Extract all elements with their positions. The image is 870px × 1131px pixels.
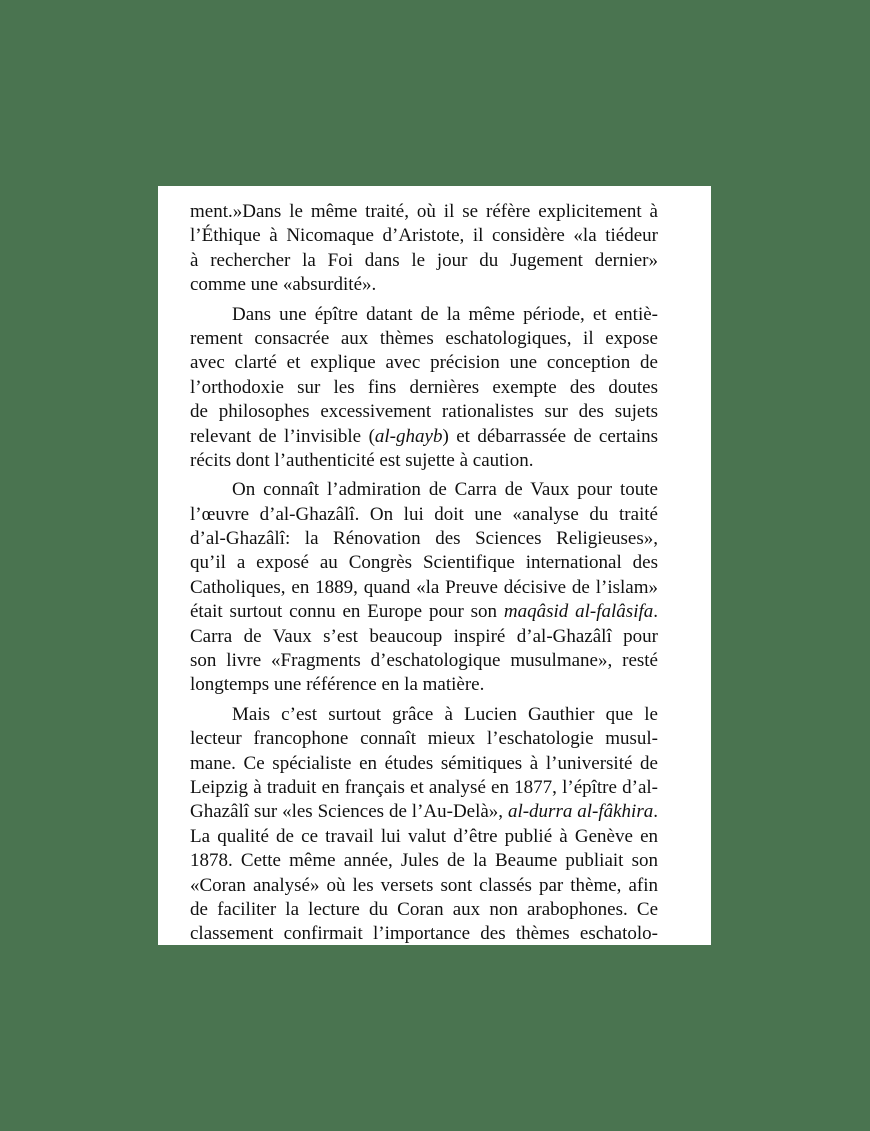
text-line	[190, 625, 658, 649]
text-segment: lecteur francophone connaît mieux l’eschatologie musul-	[190, 728, 658, 750]
text-line	[190, 273, 658, 297]
text-line	[190, 425, 658, 449]
paragraph	[190, 703, 658, 945]
text-line	[190, 576, 658, 600]
text-line	[190, 503, 658, 527]
text-segment: La qualité de ce travail lui valut d’être publié à Genève en	[190, 825, 658, 847]
text-line	[190, 400, 658, 424]
book-page	[158, 186, 711, 945]
text-segment: Catholiques, en 1889, quand «la Preuve décisive de l’islam»	[190, 576, 658, 598]
text-line	[190, 727, 658, 751]
text-line	[190, 551, 658, 575]
text-line	[190, 673, 658, 697]
text-line	[190, 649, 658, 673]
text-line	[190, 303, 658, 327]
text-line	[190, 200, 658, 224]
text-segment: mane. Ce spécialiste en études sémitiques à l’université de	[190, 752, 658, 774]
text-segment: Mais c’est surtout grâce à Lucien Gauthier que le	[232, 703, 658, 725]
text-line	[190, 478, 658, 502]
text-segment: classement confirmait l’importance des thèmes eschatolo-	[190, 923, 658, 945]
text-line	[190, 224, 658, 248]
text-segment: 1878. Cette même année, Jules de la Beaume publiait son	[190, 850, 658, 872]
text-line	[190, 527, 658, 551]
text-segment: de faciliter la lecture du Coran aux non arabophones. Ce	[190, 898, 658, 920]
italic-term: al-durra al-fâkhira	[507, 801, 654, 823]
text-line	[190, 703, 658, 727]
text-line	[190, 752, 658, 776]
text-line	[190, 449, 658, 473]
text-segment: .	[653, 601, 658, 623]
text-segment: avec clarté et explique avec précision une conception de	[190, 352, 658, 374]
text-segment: comme une «absurdité».	[190, 274, 377, 296]
text-segment: rement consacrée aux thèmes eschatologiques, il expose	[190, 327, 658, 349]
text-segment: de philosophes excessivement rationalistes sur des sujets	[190, 401, 658, 423]
text-line	[190, 249, 658, 273]
text-segment: longtemps une référence en la matière.	[190, 674, 485, 696]
text-line	[190, 327, 658, 351]
text-line	[190, 898, 658, 922]
paragraph	[190, 478, 658, 698]
text-segment: Carra de Vaux s’est beaucoup inspiré d’al-Ghazâlî pour	[190, 625, 658, 647]
body-text	[190, 200, 658, 945]
text-line	[190, 922, 658, 945]
italic-term: al-ghayb	[374, 425, 443, 447]
text-segment: son livre «Fragments d’eschatologique musulmane», resté	[190, 650, 658, 672]
text-segment: l’Éthique à Nicomaque d’Aristote, il considère «la tiédeur	[190, 225, 658, 247]
text-line	[190, 351, 658, 375]
text-segment: Ghazâlî sur «les Sciences de l’Au-Delà»,	[190, 801, 508, 823]
text-line	[190, 376, 658, 400]
text-segment: ment.»Dans le même traité, où il se réfère explicitement à	[190, 201, 658, 222]
text-segment: d’al-Ghazâlî: la Rénovation des Sciences Religieuses»,	[190, 528, 658, 550]
text-segment: récits dont l’authenticité est sujette à caution.	[190, 449, 534, 471]
text-segment: .	[653, 801, 658, 823]
text-segment: qu’il a exposé au Congrès Scientifique international des	[190, 552, 658, 574]
text-line	[190, 600, 658, 624]
text-segment: «Coran analysé» où les versets sont classés par thème, afin	[190, 874, 658, 896]
text-segment: l’œuvre d’al-Ghazâlî. On lui doit une «analyse du traité	[190, 503, 658, 525]
text-segment: relevant de l’invisible (	[190, 425, 375, 447]
italic-term: maqâsid al-falâsifa	[503, 601, 654, 623]
paragraph	[190, 303, 658, 474]
text-segment: Dans une épître datant de la même période, et entiè-	[232, 303, 658, 325]
text-line	[190, 849, 658, 873]
paragraph	[190, 200, 658, 298]
text-segment: On connaît l’admiration de Carra de Vaux pour toute	[232, 479, 658, 501]
text-line	[190, 874, 658, 898]
text-line	[190, 825, 658, 849]
text-segment: à rechercher la Foi dans le jour du Jugement dernier»	[190, 249, 658, 271]
text-line	[190, 800, 658, 824]
text-line	[190, 776, 658, 800]
text-segment: était surtout connu en Europe pour son	[190, 601, 504, 623]
text-segment: ) et débarrassée de certains	[442, 425, 658, 447]
text-segment: Leipzig à traduit en français et analysé en 1877, l’épître d’al-	[190, 776, 658, 798]
text-segment: l’orthodoxie sur les fins dernières exempte des doutes	[190, 376, 658, 398]
